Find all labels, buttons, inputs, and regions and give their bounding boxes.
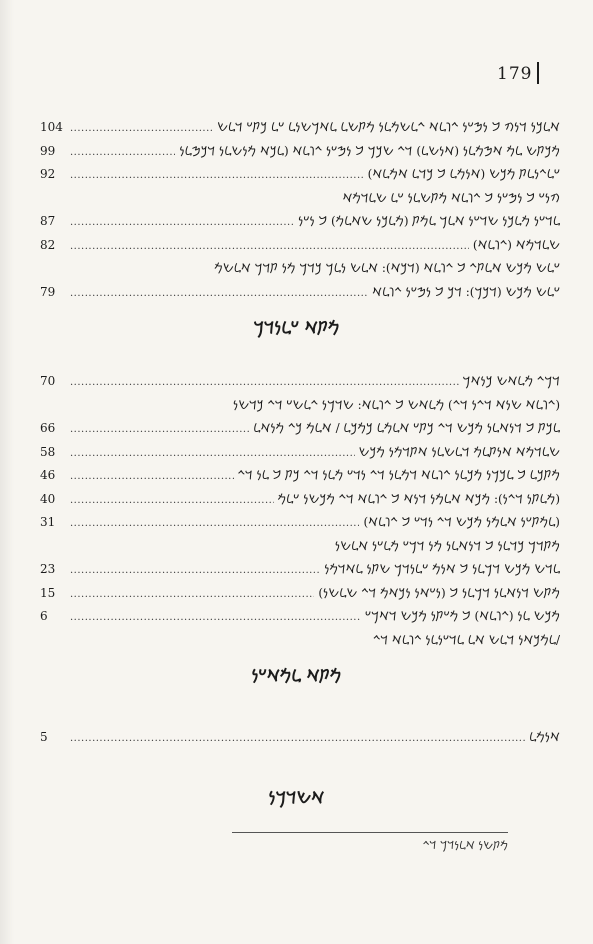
entry-page-number: 40	[40, 491, 56, 506]
toc-entry	[40, 513, 560, 537]
entry-title: (𐡋𐡌𐡕𐡏𐡍 𐡀𐡋𐡌𐡍 𐡌𐡊𐡔 𐡃𐡉 𐡍𐡃𐡏 𐡁 𐡉𐡅𐡋𐡀)	[363, 515, 560, 529]
entry-page-number: 58	[40, 444, 56, 459]
page-number: 179	[497, 64, 533, 84]
leader-dots	[70, 518, 359, 529]
entry-title: 𐡌𐡊𐡕𐡔 𐡋𐡌 𐡀𐡎𐡌𐡋𐡍 (𐡀𐡍𐡔𐡋) 𐡃𐡉 𐡔𐡊𐡓 𐡁 𐡍𐡎𐡏𐡍 𐡉𐡅𐡋𐡀 (𐡋𐡊𐡀 𐡌𐡍𐡔𐡋𐡍 𐡃𐡊𐡎𐡋𐡍	[179, 143, 560, 158]
leader-dots	[70, 217, 294, 228]
leader-dots	[70, 424, 249, 435]
toc-entry	[40, 466, 560, 490]
entry-page-number: 99	[40, 143, 56, 158]
leader-dots	[70, 733, 525, 744]
toc-entry	[40, 560, 560, 584]
toc-entry	[40, 118, 560, 142]
toc-entry-continuation	[40, 396, 560, 420]
entry-page-number: 104	[40, 120, 63, 134]
entry-page-number: 23	[40, 562, 56, 576]
entry-title: 𐡔𐡋𐡃𐡌𐡀 (𐡉𐡅𐡋𐡀)	[472, 237, 560, 252]
entry-page-number: 79	[40, 284, 56, 299]
entry-page-number: 31	[40, 515, 56, 529]
toc-entry	[40, 607, 560, 631]
footer-note: 𐡌𐡕𐡔𐡍 𐡀𐡋𐡍𐡃𐡓 𐡃𐡉	[422, 839, 508, 852]
toc-section-1	[40, 118, 560, 306]
leader-dots	[70, 288, 368, 299]
section-heading-2: 𐡌𐡕𐡀 𐡋𐡌𐡀𐡏𐡍	[251, 666, 342, 685]
entry-page-number: 6	[40, 609, 48, 623]
entry-page-number: 70	[40, 374, 56, 388]
entry-title: 𐡀𐡋𐡊𐡍 𐡃𐡍𐡄 𐡁 𐡍𐡎𐡏𐡍 𐡉𐡅𐡋𐡀 𐡉𐡋𐡔𐡌𐡋𐡍 𐡌𐡕𐡔𐡋 𐡋𐡀𐡓𐡔𐡍𐡋 𐡏𐡋 𐡊𐡕𐡏 𐡃𐡋𐡔	[217, 120, 560, 134]
entry-page-number: 15	[40, 585, 56, 600]
toc-entry-continuation	[40, 631, 560, 655]
entry-title: 𐡔𐡋𐡃𐡌𐡀 𐡀𐡍𐡕𐡋𐡌 𐡃𐡋𐡔𐡋𐡍 𐡀𐡕𐡃𐡌𐡍 𐡌𐡊𐡔	[358, 444, 560, 459]
toc-entry	[40, 490, 560, 514]
toc-entry-continuation	[40, 189, 560, 213]
leader-dots	[70, 448, 355, 459]
section-heading-3: 𐡀𐡔𐡃𐡓𐡍	[268, 788, 325, 807]
entry-title: 𐡃𐡓𐡉 𐡌𐡋𐡀𐡔 𐡊𐡍𐡀𐡓	[462, 374, 560, 388]
toc-entry	[40, 283, 560, 307]
toc-entry	[40, 142, 560, 166]
leader-dots	[70, 170, 364, 181]
leader-dots	[70, 241, 469, 252]
entry-title: (𐡉𐡅𐡋𐡀 𐡔𐡍𐡀 𐡃𐡉𐡍 𐡃𐡉) 𐡌𐡋𐡀𐡔 𐡁 𐡉𐡅𐡋𐡀: 𐡔𐡃𐡓𐡍 𐡉𐡋𐡔𐡏 𐡃𐡉 𐡊𐡃𐡔𐡍	[232, 397, 560, 412]
entry-title: 𐡌𐡕𐡊𐡋 𐡁 𐡋𐡊𐡓𐡍 𐡌𐡊𐡋𐡍 𐡉𐡅𐡋𐡀 𐡃𐡌𐡋𐡍 𐡃𐡉 𐡍𐡃𐡏 𐡌𐡋𐡍 𐡃𐡉 𐡊𐡕 𐡁 𐡋𐡍 𐡃𐡉	[237, 468, 560, 482]
entry-page-number: 5	[40, 730, 48, 744]
entry-title: 𐡌𐡕𐡃𐡓 𐡊𐡃𐡋𐡍 𐡁 𐡃𐡍𐡀𐡋𐡍 𐡌𐡍 𐡃𐡓𐡏 𐡌𐡋𐡏𐡍 𐡀𐡋𐡔𐡍	[334, 538, 560, 553]
toc-entry	[40, 236, 560, 260]
leader-dots	[70, 471, 234, 482]
toc-entry	[40, 372, 560, 396]
leader-dots	[70, 565, 320, 576]
leader-dots	[70, 589, 314, 600]
leader-dots	[70, 377, 459, 388]
section-heading-1: 𐡌𐡕𐡀 𐡏𐡋𐡍𐡃𐡓	[253, 318, 340, 337]
entry-title: 𐡋𐡃𐡏𐡍 𐡌𐡋𐡊𐡍 𐡔𐡃𐡏𐡍 𐡀𐡋𐡓 𐡋𐡌𐡕 (𐡌𐡋𐡊𐡍 𐡔𐡀𐡋𐡌) 𐡁 𐡍𐡏𐡍	[298, 214, 560, 228]
toc-entry	[40, 584, 560, 608]
footnote-rule	[232, 832, 508, 833]
entry-title: 𐡌𐡊𐡔 𐡋𐡍 (𐡉𐡅𐡋𐡀) 𐡁 𐡌𐡏𐡕𐡍 𐡌𐡊𐡔 𐡃𐡀𐡓𐡏	[364, 609, 560, 623]
toc-entry-continuation	[40, 259, 560, 283]
toc-entry	[40, 165, 560, 189]
entry-title: /𐡋𐡌𐡊𐡀𐡍 𐡃𐡋𐡔 𐡀𐡋 𐡋𐡃𐡏𐡍𐡋𐡍 𐡉𐡅𐡋𐡀 𐡃𐡉	[373, 632, 560, 647]
toc-entry	[40, 728, 560, 752]
leader-dots	[70, 147, 175, 158]
entry-title: 𐡀𐡍𐡌𐡋	[529, 730, 560, 744]
toc-entry	[40, 419, 560, 443]
leader-dots	[70, 123, 213, 134]
toc-section-3	[40, 728, 560, 752]
entry-title: 𐡏𐡋𐡔 𐡌𐡊𐡔 𐡀𐡋𐡕𐡉 𐡁 𐡉𐡅𐡋𐡀 (𐡃𐡊𐡀): 𐡀𐡋𐡔 𐡍𐡋𐡓 𐡊𐡃𐡓 𐡌𐡍 𐡕𐡃𐡓 𐡀𐡋𐡔𐡌	[214, 261, 560, 275]
page-number-rule	[537, 62, 539, 84]
entry-title: (𐡌𐡋𐡕𐡍 𐡃𐡉𐡍): 𐡌𐡊𐡀 𐡀𐡋𐡌𐡍 𐡃𐡍𐡀 𐡁 𐡉𐡅𐡋𐡀 𐡃𐡉 𐡌𐡊𐡔𐡍 𐡏𐡋𐡌	[277, 491, 560, 506]
entry-title: 𐡄𐡍𐡏 𐡁 𐡍𐡎𐡏𐡍 𐡁 𐡉𐡅𐡋𐡀 𐡌𐡕𐡔𐡋𐡍 𐡏𐡋 𐡔𐡋𐡃𐡌𐡀	[342, 190, 560, 205]
entry-page-number: 82	[40, 237, 56, 252]
toc-entry	[40, 212, 560, 236]
entry-page-number: 66	[40, 421, 56, 435]
entry-title: 𐡌𐡕𐡔 𐡃𐡍𐡀𐡋𐡍 𐡃𐡓𐡋𐡍 𐡁 (𐡍𐡏𐡀𐡍 𐡍𐡊𐡀𐡌 𐡃𐡉 𐡔𐡋𐡔𐡍)	[318, 585, 560, 600]
entry-title: 𐡋𐡊𐡕 𐡁 𐡃𐡍𐡀𐡋𐡍 𐡌𐡊𐡔 𐡃𐡉 𐡊𐡕𐡏 𐡀𐡋𐡌𐡋 𐡊𐡌𐡊𐡋 / 𐡀𐡋𐡌 𐡊𐡉 𐡌𐡍𐡀𐡋	[253, 421, 560, 435]
entry-page-number: 46	[40, 468, 56, 482]
entry-page-number: 87	[40, 214, 56, 228]
toc-entry	[40, 443, 560, 467]
toc-entry-continuation	[40, 537, 560, 561]
leader-dots	[70, 612, 361, 623]
toc-section-2	[40, 372, 560, 654]
entry-title: 𐡋𐡃𐡔 𐡌𐡊𐡔 𐡃𐡓𐡋𐡍 𐡁 𐡀𐡍𐡌 𐡏𐡋𐡍𐡃𐡓 𐡔𐡕𐡍 𐡋𐡀𐡃𐡌𐡍	[324, 562, 560, 576]
entry-title: 𐡏𐡋𐡔 𐡌𐡊𐡔 (𐡃𐡊𐡓): 𐡃𐡊 𐡁 𐡍𐡎𐡏𐡍 𐡉𐡅𐡋𐡀	[372, 284, 560, 299]
leader-dots	[70, 495, 274, 506]
entry-page-number: 92	[40, 167, 56, 181]
entry-title: 𐡏𐡋𐡉𐡍𐡋𐡕 𐡌𐡊𐡔 (𐡀𐡍𐡌𐡋 𐡁 𐡊𐡃𐡋 𐡀𐡌𐡋𐡀)	[367, 167, 560, 181]
